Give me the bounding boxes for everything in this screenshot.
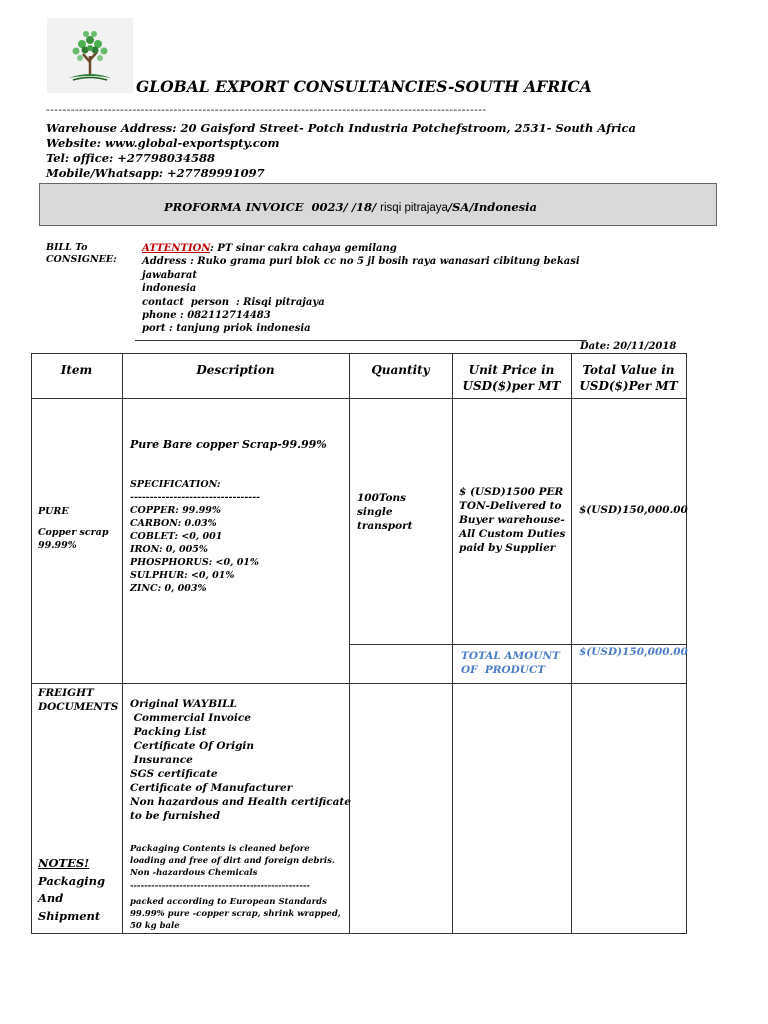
header-unit-price-line2: USD($)per MT [462, 379, 561, 393]
spec-carbon: CARBON: 0.03% [130, 518, 217, 529]
consignee-line: CONSIGNEE: [46, 254, 117, 265]
header-total-value-line2: USD($)Per MT [579, 379, 678, 393]
phone: phone : 082112714483 [142, 310, 271, 322]
address-line: Address : Ruko grama puri blok cc no 5 jl bosih raya wanasari cibitung bekasi jawabarat [142, 256, 580, 281]
spec-coblet: COBLET: <0, 001 [130, 531, 223, 542]
total-amount-label-line: OF PRODUCT [461, 664, 546, 676]
spec-sulphur: SULPHUR: <0, 01% [130, 570, 235, 581]
product-total-value: $(USD)150,000.00 [579, 504, 688, 516]
header-unit-price [452, 362, 571, 394]
product-item [38, 505, 120, 552]
header-divider: ----------------------------------------------------------------------------------------------------------- [46, 103, 487, 116]
invoice-table [31, 353, 687, 934]
unit-price-line: All Custom Duties [459, 528, 566, 540]
table-col-divider [452, 353, 453, 934]
contact-block [46, 121, 636, 181]
invoice-title [164, 200, 537, 214]
document-item: Certificate Of Origin [130, 740, 255, 752]
product-item-line: Copper scrap [38, 527, 109, 538]
table-border-right [686, 353, 687, 934]
document-item: SGS certificate [130, 768, 218, 780]
notes-content [130, 843, 348, 932]
product-quantity [357, 491, 451, 533]
unit-price-line: TON-Delivered to [459, 500, 562, 512]
freight-label-line: DOCUMENTS [38, 701, 119, 713]
invoice-customer-name: risqi pitrajaya [380, 202, 448, 214]
header-total-value-line1: Total Value in [582, 363, 675, 377]
company-logo [47, 18, 133, 93]
notes-line: packed according to European Standards [130, 896, 327, 907]
attention-line [142, 242, 602, 255]
table-col-divider [349, 353, 350, 934]
unit-price-line: $ (USD)1500 PER [459, 486, 564, 498]
spec-iron: IRON: 0, 005% [130, 544, 208, 555]
spec-label: SPECIFICATION: [130, 479, 221, 490]
freight-label [38, 686, 122, 714]
invoice-title-bar [39, 183, 717, 226]
table-header-rule [31, 398, 687, 399]
notes-heading: NOTES! [38, 856, 90, 870]
port: port : tanjung priok indonesia [142, 323, 311, 335]
product-item-line: 99.99% [38, 540, 77, 551]
spec-divider: --------------------------------- [130, 492, 261, 503]
invoice-date: Date: 20/11/2018 [580, 341, 677, 352]
quantity-value: 100Tons [357, 492, 407, 504]
freight-label-line: FREIGHT [38, 687, 94, 699]
total-amount-value: $(USD)150,000.00 [579, 646, 688, 658]
unit-price-line: Buyer warehouse- [459, 514, 565, 526]
mobile: Mobile/Whatsapp: +27789991097 [46, 166, 265, 180]
bill-to-line: BILL To [46, 242, 88, 253]
warehouse-address: Warehouse Address: 20 Gaisford Street- Potch Industria Potchefstroom, 2531- South Africa [46, 121, 636, 135]
quantity-note: single transport [357, 506, 413, 532]
spec-copper: COPPER: 99.99% [130, 505, 221, 516]
notes-packaging-line: Shipment [38, 908, 101, 923]
contact-person: contact person : Risqi pitrajaya [142, 296, 325, 308]
notes-line: loading and free of dirt and foreign debris. [130, 856, 335, 867]
attention-label: ATTENTION [142, 243, 211, 254]
product-unit-price [459, 485, 569, 555]
notes-line: 99.99% pure -copper scrap, shrink wrapped, [130, 909, 341, 920]
notes-packaging-line: Packaging [38, 873, 106, 888]
table-col-divider [571, 353, 572, 934]
document-item: Certificate of Manufacturer [130, 782, 293, 794]
table-row-rule [31, 683, 687, 684]
spec-phosphorus: PHOSPHORUS: <0, 01% [130, 557, 259, 568]
table-col-divider [122, 353, 123, 934]
header-quantity: Quantity [371, 363, 430, 377]
document-item: Packing List [130, 726, 207, 738]
consignee-details [142, 242, 602, 336]
table-border-left [31, 353, 32, 934]
attention-value: : PT sinar cakra cahaya gemilang [210, 243, 397, 254]
product-item-line: PURE [38, 506, 69, 517]
table-border-top [31, 353, 687, 354]
header-total-value [571, 362, 686, 394]
signature-rule [135, 340, 587, 341]
total-amount-label [461, 649, 571, 677]
bill-to-label [46, 242, 117, 266]
document-item: Non hazardous and Health certificate [130, 796, 351, 808]
table-border-bottom [31, 933, 687, 934]
total-amount-label-line: TOTAL AMOUNT [461, 650, 560, 662]
tree-logo-icon [47, 18, 133, 93]
notes-packaging-line: And [38, 891, 64, 905]
company-name: GLOBAL EXPORT CONSULTANCIES-SOUTH AFRICA [136, 77, 592, 96]
address-line-2: indonesia [142, 283, 197, 295]
invoice-destination: /SA/Indonesia [447, 200, 537, 214]
product-description [130, 438, 345, 595]
notes-label [38, 855, 122, 925]
product-title: Pure Bare copper Scrap-99.99% [130, 438, 327, 451]
website: Website: www.global-exportspty.com [46, 136, 280, 150]
document-item: Insurance [130, 754, 193, 766]
notes-line: Non -hazardous Chemicals [130, 868, 258, 879]
document-item: Commercial Invoice [130, 712, 251, 724]
spec-zinc: ZINC: 0, 003% [130, 583, 207, 594]
freight-documents [130, 697, 351, 823]
unit-price-line: paid by Supplier [459, 542, 556, 554]
notes-line: Packaging Contents is cleaned before [130, 844, 310, 854]
telephone: Tel: office: +27798034588 [46, 151, 215, 165]
document-item: to be furnished [130, 810, 221, 822]
notes-divider: --------------------------------------------------- [130, 880, 310, 891]
header-unit-price-line1: Unit Price in [468, 363, 555, 377]
document-item: Original WAYBILL [130, 698, 237, 710]
header-description: Description [196, 363, 275, 377]
notes-line: 50 kg bale [130, 921, 180, 932]
invoice-number: PROFORMA INVOICE 0023/ /18/ [164, 200, 381, 214]
header-item: Item [60, 363, 93, 377]
